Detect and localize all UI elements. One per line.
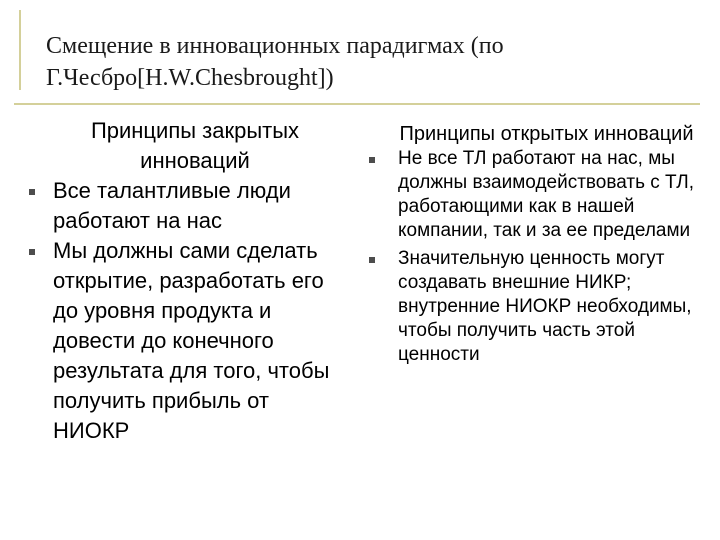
list-item-text: Значительную ценность могут создавать внешние НИКР; внутренние НИОКР необходимы, чтобы получить часть этой ценности bbox=[398, 248, 692, 365]
square-bullet-icon bbox=[29, 249, 35, 255]
closed-innovation-heading: Принципы закрытых инноваций bbox=[90, 118, 300, 173]
open-innovation-column bbox=[360, 122, 705, 367]
list-item-text: Все талантливые люди работают на нас bbox=[53, 178, 291, 233]
list-item bbox=[360, 147, 705, 243]
decorative-vertical-line bbox=[19, 10, 21, 90]
open-innovation-heading: Принципы открытых инноваций bbox=[399, 123, 694, 145]
open-innovation-list bbox=[360, 147, 705, 367]
slide-title: Смещение в инновационных парадигмах (по Г.Чесбро[H.W.Chesbrought]) bbox=[46, 33, 504, 91]
square-bullet-icon bbox=[369, 257, 375, 263]
closed-innovation-column bbox=[20, 116, 340, 446]
list-item bbox=[20, 176, 340, 236]
list-item-text: Мы должны сами сделать открытие, разработать его до уровня продукта и довести до конечного результата для того, чтобы получить прибыль от НИОКР bbox=[53, 238, 330, 443]
decorative-horizontal-line bbox=[14, 103, 700, 105]
closed-innovation-list bbox=[20, 176, 340, 446]
list-item bbox=[360, 247, 705, 367]
square-bullet-icon bbox=[29, 189, 35, 195]
square-bullet-icon bbox=[369, 157, 375, 163]
list-item bbox=[20, 236, 340, 446]
list-item-text: Не все ТЛ работают на нас, мы должны взаимодействовать с ТЛ, работающими как в нашей компании, так и за ее пределами bbox=[398, 148, 694, 241]
